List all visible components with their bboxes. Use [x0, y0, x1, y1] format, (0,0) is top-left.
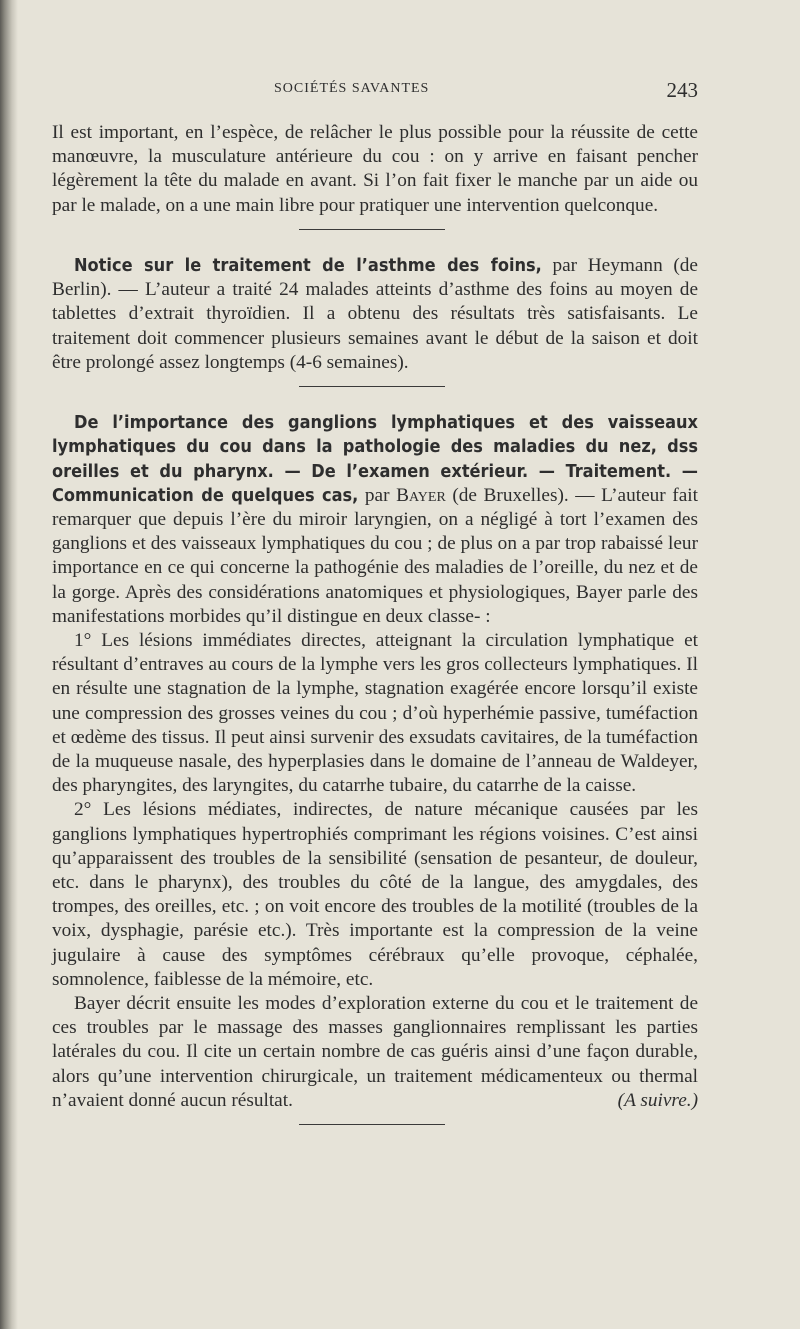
- article-title: De l’importance des ganglions lymphatiques et des vaisseaux lymphatiques du cou dans la pathologie des maladies du nez, dss oreilles et du pharynx. — De l’examen extérieur. — Traitement. — Communication de quelques cas,: [52, 412, 698, 506]
- article-intro: (de Bruxelles). — L’auteur fait remarquer que depuis l’ère du miroir laryngien, on a négligé à tort l’examen des ganglions et des vaisseaux lymphatiques du cou ; de plus on a par trop rabaissé leur importance en ce qui concerne la pathogénie des maladies de l’oreille, du nez et de la gorge. Après des considérations anatomiques et physiologiques, Bayer parle des manifestations morbides qu’il distingue en deux classe- :: [52, 484, 698, 627]
- intro-paragraph: Il est important, en l’espèce, de relâcher le plus possible pour la réussite de cette manœuvre, la musculature antérieure du cou : on y arrive en faisant pencher légèrement la tête du malade en avant. Si l’on fait fixer le manche par un aide ou par le malade, on a une main libre pour pratiquer une intervention quelconque.: [52, 122, 698, 216]
- running-head: SOCIÉTÉS SAVANTES: [274, 81, 430, 96]
- page-header: [52, 78, 698, 104]
- page-body: [52, 121, 698, 1137]
- article-point-2: 2° Les lésions médiates, indirectes, de nature mécanique causées par les ganglions lymphatiques hypertrophiés comprimant les régions voisines. C’est ainsi qu’apparaissent des troubles de la sensibilité (sensation de pesanteur, de douleur, etc. dans le pharynx), des troubles du côté de la langue, des amygdales, des trompes, des oreilles, etc. ; on voit encore des troubles de la motilité (troubles de la voix, dysphagie, parésie etc.). Très importante est la compression de la veine jugulaire à cause des symptômes cérébraux qu’elle provoque, céphalée, somnolence, faiblesse de la mémoire, etc.: [52, 799, 698, 990]
- page-number: 243: [666, 78, 698, 102]
- notice-paragraph: [52, 254, 698, 375]
- notice-text: par Heymann (de Berlin). — L’auteur a traité 24 malades atteints d’asthme des foins au moyen de tablettes d’extrait thyroïdien. Il a obtenu des résultats très satisfaisants. Le traitement doit commencer plusieurs semaines avant le début de la saison et doit être prolongé assez longtemps (4-6 semaines).: [52, 255, 698, 373]
- article-conclusion-text: Bayer décrit ensuite les modes d’exploration externe du cou et le traitement de ces troubles par le massage des masses ganglionnaires remplissant les parties latérales du cou. Il cite un certain nombre de cas guéris ainsi d’une façon durable, alors qu’une intervention chirurgicale, un traitement médicamenteux ou thermal n’avaient donné aucun résultat.: [52, 993, 698, 1111]
- notice-title: Notice sur le traitement de l’asthme des foins,: [74, 255, 542, 276]
- page-binding-shadow: [0, 0, 18, 1329]
- article-by: par: [358, 484, 397, 506]
- article-point-1: 1° Les lésions immédiates directes, atteignant la circulation lymphatique et résultant d’entraves au cours de la lymphe vers les gros collecteurs lymphatiques. Il en résulte une stagnation de la lymphe, stagnation exagérée encore lorsqu’il existe une compression des grosses veines du cou ; d’où hyperhémie passive, tuméfaction et œdème des tissus. Il peut ainsi survenir des exsudats cavitaires, de la tuméfaction de la muqueuse nasale, des hyperplasies dans le domaine de l’anneau de Waldeyer, des pharyngites, des laryngites, du catarrhe tubaire, du catarrhe de la caisse.: [52, 630, 698, 797]
- end-divider: [52, 1113, 698, 1137]
- article-author: Bayer: [396, 484, 446, 506]
- section-divider: [52, 218, 698, 242]
- section-divider: [52, 375, 698, 399]
- to-be-continued: (A suivre.): [617, 1089, 698, 1111]
- article-conclusion: [52, 992, 698, 1113]
- article-lead-paragraph: [52, 411, 698, 629]
